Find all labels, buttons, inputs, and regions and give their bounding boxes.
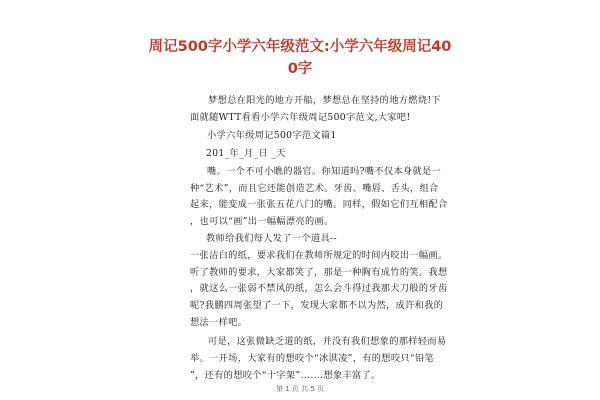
total-pages-number: 5 [310,385,315,393]
paragraph-line: 举。一开场，大家有的想咬个“冰淇凌”，有的想咬只“铅笔 [190,353,435,364]
paragraph-line: 面就随WTT看看小学六年级周记500字范文,大家吧! [190,112,411,123]
paragraph-line: 可是，这张微缺乏道的纸，并没有我们想象的那样轻而易 [208,336,447,347]
current-page-number: 1 [285,385,290,393]
paragraph-line: 一张洁白的纸，要求我们在教师所规定的时间内咬出一幅画。 [190,250,448,261]
paragraph-line: ，也可以“画”出一幅幅漂亮的画。 [190,216,334,227]
document-title-line-2: 0字 [287,61,313,77]
section-heading: 小学六年级周记500字范文篇1 [207,130,337,141]
paragraph-line: 听了教师的要求，大家都笑了，那是一种胸有成竹的笑。我想 [190,267,448,278]
paragraph-line: 想法一样吧。 [190,317,248,328]
date-line: 201_年_月_日 _天 [206,148,286,159]
footer-middle: 页 共 [291,385,309,393]
footer-prefix: 第 [275,385,283,393]
paragraph-line: 教师给我们每人发了一个道具-- [206,233,337,244]
paragraph-line: 种“艺术”，而且它还能创造艺术。牙齿、嘴唇、舌头，组合 [190,183,439,194]
paragraph-line: ”，还有的想咬个“十字架”.......想象丰富了。 [190,370,381,381]
paragraph-line: 梦想总在阳光的地方开船，梦想总在坚持的地方燃烧!下 [208,95,441,106]
footer-suffix: 页 [317,385,325,393]
document-title-line-1: 周记500字小学六年级范文:小学六年级周记40 [148,39,452,55]
paragraph-line: 嘴。一个不可小瞧的器官。你知道吗?嘴不仅本身就是一 [207,166,442,177]
paragraph-line: ，就这么一张弱不禁风的纸，怎么会斗得过我那犬刀般的牙齿 [190,283,448,294]
page-footer [0,384,600,394]
paragraph-line: 呢?我鹏四周张望了一下，发现大家都不以为然，成许和我的 [190,300,444,311]
paragraph-line: 起来，能变成一张张五花八门的嘴。同样，假如它们互相配合 [190,199,448,210]
